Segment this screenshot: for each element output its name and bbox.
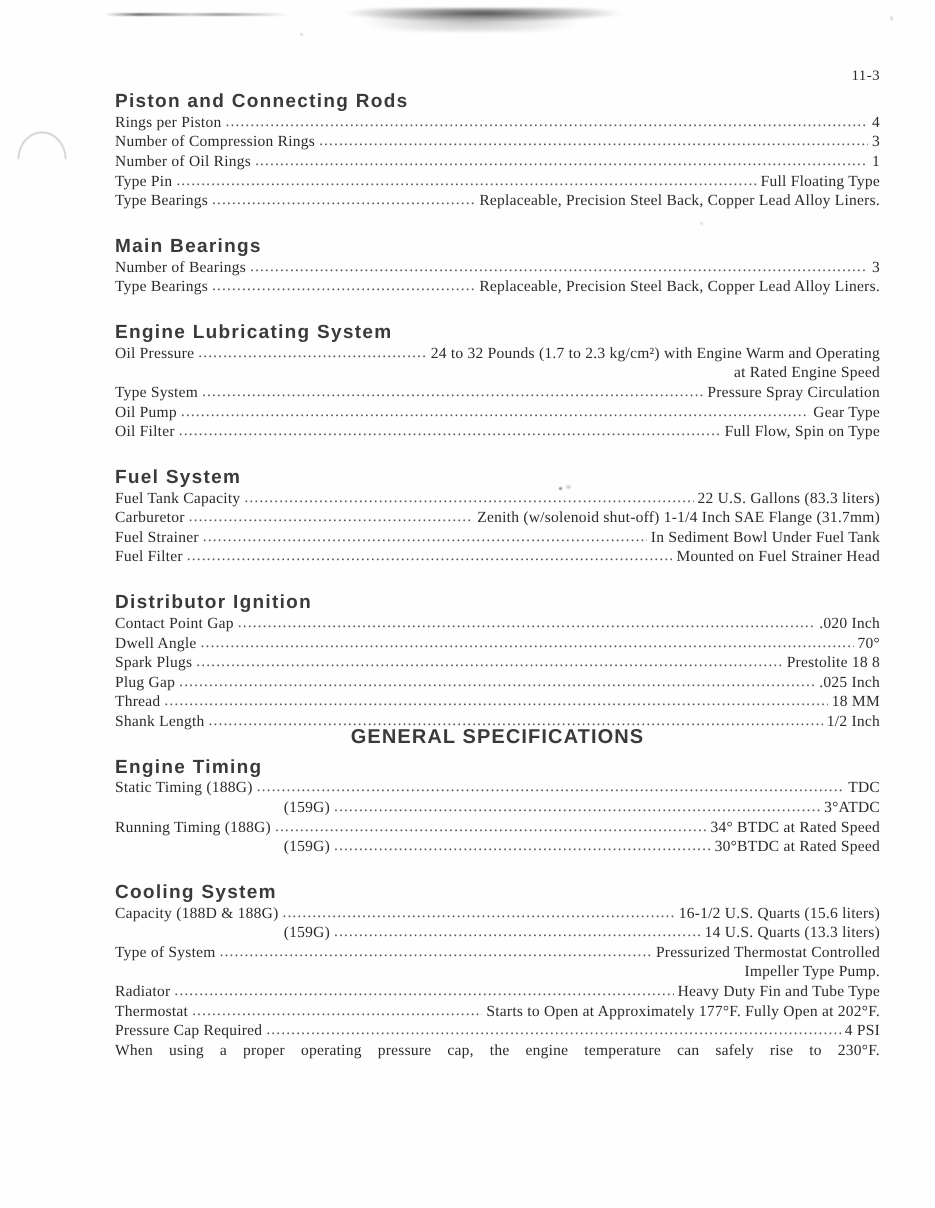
spec-row — [115, 982, 880, 1002]
leader-dots — [187, 546, 673, 566]
spec-value: 4 — [872, 113, 880, 131]
spec-row — [115, 798, 880, 818]
spec-row — [115, 692, 880, 712]
spec-label: (159G) — [283, 799, 330, 816]
leader-dots — [319, 131, 868, 151]
spec-row — [115, 528, 880, 548]
spec-row — [115, 837, 880, 857]
spec-value: In Sediment Bowl Under Fuel Tank — [650, 528, 880, 546]
leader-dots — [334, 922, 701, 942]
leader-dots — [334, 797, 820, 817]
spec-value: Pressurized Thermostat Controlled — [655, 943, 880, 961]
spec-row — [115, 113, 880, 133]
spec-value: Full Flow, Spin on Type — [724, 423, 880, 441]
spec-label: Type Pin — [115, 172, 173, 190]
spec-value: Replaceable, Precision Steel Back, Copper Lead Alloy Liners. — [479, 192, 880, 210]
leader-dots — [189, 507, 474, 527]
spec-row — [115, 152, 880, 172]
spec-row — [115, 614, 880, 634]
spec-list — [115, 904, 880, 1061]
leader-dots — [179, 672, 815, 692]
spec-value: .025 Inch — [819, 673, 880, 691]
spec-row — [115, 904, 880, 924]
leader-dots — [212, 190, 475, 210]
spec-label: Rings per Piston — [115, 113, 222, 131]
scan-artifact-smudge-left — [105, 13, 290, 16]
spec-label: Shank Length — [115, 712, 205, 730]
spec-label: Pressure Cap Required — [115, 1022, 263, 1040]
spec-row — [115, 943, 880, 963]
section-heading: Main Bearings — [115, 235, 262, 257]
spec-label: Type Bearings — [115, 192, 208, 210]
spec-label: Number of Bearings — [115, 258, 247, 276]
leader-dots — [176, 171, 756, 191]
leader-dots — [201, 633, 854, 653]
page-number: 11-3 — [851, 68, 880, 84]
spec-row — [115, 923, 880, 943]
spec-row — [115, 634, 880, 654]
spec-row — [115, 191, 880, 211]
spec-row — [115, 132, 880, 152]
spec-label: (159G) — [283, 924, 330, 942]
spec-label: Dwell Angle — [115, 634, 197, 652]
spec-label: Spark Plugs — [115, 654, 193, 672]
spec-row — [115, 489, 880, 509]
spec-label: Oil Pressure — [115, 344, 195, 362]
leader-dots — [334, 836, 711, 856]
spec-value: Zenith (w/solenoid shut-off) 1-1/4 Inch SAE Flange (31.7mm) — [477, 509, 880, 527]
spec-row — [115, 818, 880, 838]
spec-value: 1/2 Inch — [826, 712, 880, 730]
spec-row — [115, 547, 880, 567]
spec-label: Carburetor — [115, 509, 185, 527]
spec-label: Type System — [115, 384, 199, 402]
leader-dots — [181, 402, 809, 422]
spec-value: 18 MM — [831, 693, 880, 711]
spec-row — [115, 653, 880, 673]
spec-value: 70° — [857, 634, 880, 652]
spec-list — [115, 614, 880, 732]
spec-label: Radiator — [115, 983, 171, 1001]
spec-list — [115, 113, 880, 211]
spec-value: 16-1/2 U.S. Quarts (15.6 liters) — [678, 904, 880, 922]
spec-row — [115, 383, 880, 403]
leader-dots — [244, 488, 693, 508]
section-heading: Engine Timing — [115, 756, 263, 778]
spec-list — [115, 258, 880, 297]
leader-dots — [238, 613, 815, 633]
spec-label: (159G) — [283, 838, 330, 856]
spec-label: Fuel Strainer — [115, 528, 199, 546]
spec-label: Number of Compression Rings — [115, 133, 316, 151]
spec-label: Contact Point Gap — [115, 614, 234, 632]
spec-value: Full Floating Type — [760, 172, 880, 190]
spec-row — [115, 258, 880, 278]
spec-list — [115, 344, 880, 442]
scan-artifact-smudge-top — [340, 8, 625, 32]
spec-label: Fuel Tank Capacity — [115, 489, 241, 507]
spec-label: Number of Oil Rings — [115, 153, 252, 171]
spec-row — [115, 778, 880, 798]
spec-label: Type of System — [115, 943, 216, 961]
spec-row — [115, 508, 880, 528]
leader-dots — [275, 817, 707, 837]
spec-row — [115, 1002, 880, 1022]
spec-value: 24 to 32 Pounds (1.7 to 2.3 kg/cm²) with Engine Warm and Operating — [430, 344, 880, 362]
spec-value: 1 — [872, 153, 880, 171]
spec-label: Thread — [115, 693, 161, 711]
spec-label: Fuel Filter — [115, 548, 183, 566]
spec-list — [115, 778, 880, 856]
leader-dots — [257, 777, 845, 797]
leader-dots — [250, 257, 868, 277]
spec-row — [115, 277, 880, 297]
spec-row — [115, 422, 880, 442]
spec-label: Type Bearings — [115, 278, 208, 296]
spec-label: Static Timing (188G) — [115, 779, 253, 797]
scan-artifact-speck — [890, 16, 893, 21]
spec-value: 3 — [872, 133, 880, 151]
leader-dots — [282, 903, 674, 923]
leader-dots — [196, 652, 782, 672]
spec-label: Thermostat — [115, 1002, 189, 1020]
leader-dots — [212, 276, 475, 296]
spec-label: Oil Filter — [115, 423, 175, 441]
spec-value: Pressure Spray Circulation — [707, 384, 880, 402]
spec-label: Capacity (188D & 188G) — [115, 904, 279, 922]
scan-artifact-arc — [18, 132, 66, 159]
spec-note: When using a proper operating pressure cap, the engine temperature can safely rise to 230°F. — [115, 1041, 880, 1059]
spec-value: 22 U.S. Gallons (83.3 liters) — [697, 489, 880, 507]
spec-value: .020 Inch — [819, 614, 880, 632]
spec-row — [115, 172, 880, 192]
section-heading: Distributor Ignition — [115, 592, 312, 614]
spec-value: Gear Type — [813, 403, 880, 421]
leader-dots — [202, 382, 703, 402]
spec-value: Mounted on Fuel Strainer Head — [676, 548, 880, 566]
spec-row — [115, 403, 880, 423]
spec-value: 3°ATDC — [824, 799, 880, 816]
spec-label: Plug Gap — [115, 673, 176, 691]
spec-list — [115, 489, 880, 567]
spec-label: Oil Pump — [115, 403, 177, 421]
spec-value: 3 — [872, 258, 880, 276]
spec-value: TDC — [848, 779, 880, 797]
section-heading: Cooling System — [115, 881, 277, 903]
scan-artifact-speck — [300, 33, 303, 36]
section-heading: Piston and Connecting Rods — [115, 91, 409, 112]
section-heading: Engine Lubricating System — [115, 321, 393, 343]
leader-dots — [220, 942, 652, 962]
leader-dots — [164, 691, 827, 711]
page-content — [115, 92, 880, 1060]
leader-dots — [203, 527, 647, 547]
leader-dots — [192, 1001, 482, 1021]
section-heading: Fuel System — [115, 466, 242, 488]
spec-value: 30°BTDC at Rated Speed — [714, 838, 880, 856]
spec-row — [115, 1021, 880, 1041]
leader-dots — [198, 343, 427, 363]
spec-value: Prestolite 18 8 — [786, 654, 880, 672]
spec-value: Replaceable, Precision Steel Back, Copper Lead Alloy Liners. — [479, 278, 880, 296]
spec-value: 14 U.S. Quarts (13.3 liters) — [704, 924, 880, 942]
general-specifications-heading: GENERAL SPECIFICATIONS — [350, 726, 645, 748]
spec-row — [115, 673, 880, 693]
spec-row — [115, 344, 880, 364]
spec-continuation-line: Impeller Type Pump. — [744, 963, 880, 981]
leader-dots — [179, 421, 721, 441]
spec-value: Starts to Open at Approximately 177°F. Fully Open at 202°F. — [486, 1002, 880, 1020]
leader-dots — [225, 112, 868, 132]
leader-dots — [266, 1020, 840, 1040]
spec-value: Heavy Duty Fin and Tube Type — [677, 983, 880, 1001]
leader-dots — [255, 151, 868, 171]
spec-value: 34° BTDC at Rated Speed — [710, 818, 880, 836]
spec-label: Running Timing (188G) — [115, 818, 271, 836]
spec-continuation-line: at Rated Engine Speed — [734, 364, 880, 382]
spec-value: 4 PSI — [844, 1022, 880, 1040]
leader-dots — [174, 981, 673, 1001]
